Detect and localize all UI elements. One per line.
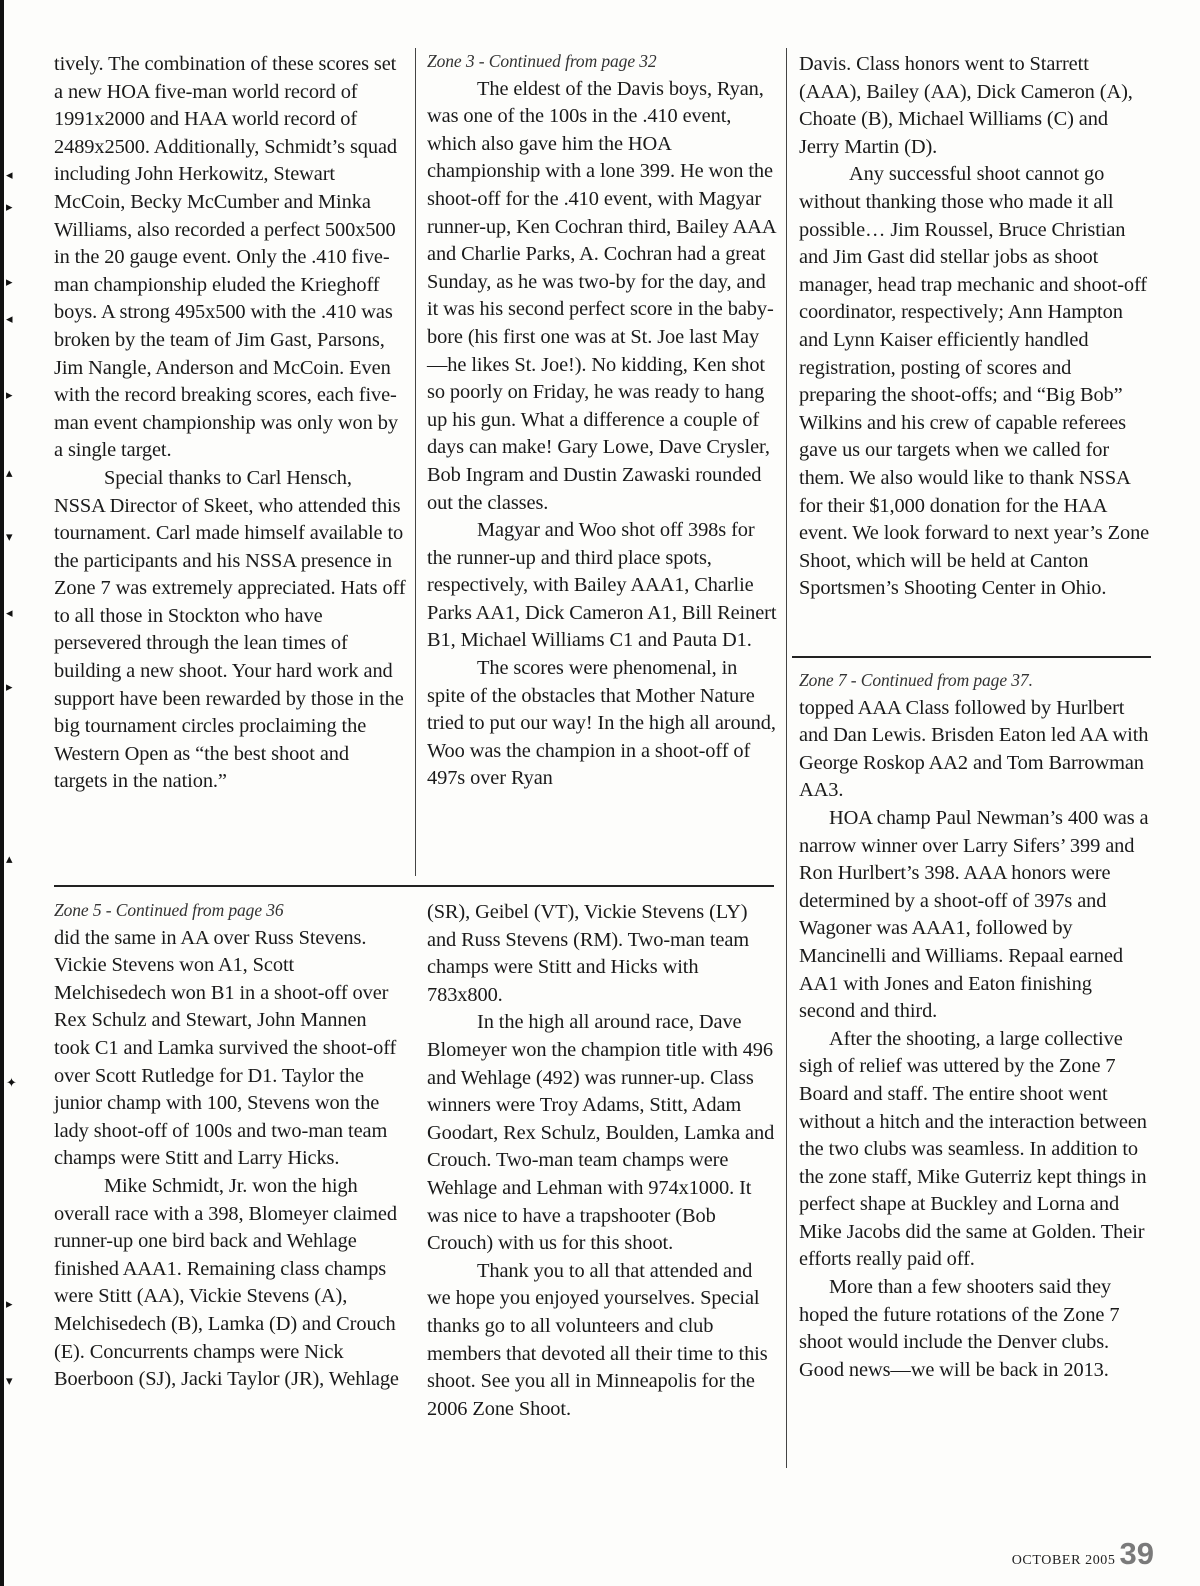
- paragraph: Mike Schmidt, Jr. won the high overall race with a 398, Blomeyer claimed runner-up one bird back and Wehlage finished AAA1. Remaining class champs were Stitt (AA), Vickie Stevens (A), Melchisedech (B), Lamka (D) and Crouch (E). Concurrents champs were Nick Boerboon (SJ), Jacki Taylor (JR), Wehlage: [54, 1174, 399, 1391]
- paragraph: tively. The combination of these scores set a new HOA five-man world record of 1991x2000 and HAA world record of 2489x2500. Additionally, Schmidt’s squad including John Herkowitz, Stewart McCoin, Becky McCumber and Minka Williams, also recorded a perfect 500x500 in the 20 gauge event. Only the .410 five-man championship eluded the Krieghoff boys. A strong 495x500 with the .410 was broken by the team of Jim Gast, Parsons, Jim Nangle, Anderson and McCoin. Even with the record breaking scores, each five-man event championship was only won by a single target.: [54, 53, 398, 462]
- page-number: 39: [1119, 1536, 1154, 1571]
- column-divider: [415, 48, 416, 876]
- paragraph: The eldest of the Davis boys, Ryan, was one of the 100s in the .410 event, which also gave him the HOA championship with a lone 399. He won the shoot-off for the .410 event, with Magyar runner-up, Ken Cochran third, Bailey AAA and Charlie Parks, A. Cochran had a great Sunday, as he was two-by for the day, and it was his second perfect score in the baby-bore (his first one was at St. Joe last May —he likes St. Joe!). No kidding, Ken shot so poorly on Friday, he was ready to hang up his gun. What a difference a couple of days can make! Gary Lowe, Dave Crysler, Bob Ingram and Dustin Zawaski rounded out the classes.: [427, 77, 776, 514]
- paragraph: (SR), Geibel (VT), Vickie Stevens (LY) and Russ Stevens (RM). Two-man team champs were Stitt and Hicks with 783x800.: [427, 901, 750, 1006]
- margin-mark: ▴: [6, 465, 13, 480]
- paragraph: The scores were phenomenal, in spite of the obstacles that Mother Nature tried to put our way! In the high all around, Woo was the champion in a shoot-off of 497s over Ryan: [427, 657, 776, 790]
- continuation-heading: Zone 5 - Continued from page 36: [54, 900, 284, 920]
- page-footer: [1012, 1536, 1154, 1572]
- paragraph: After the shooting, a large collective sigh of relief was uttered by the Zone 7 Board and staff. The entire shoot went without a hitch and the interaction between the two clubs was seamless. In addition to the zone staff, Mike Guterriz kept things in perfect shape at Buckley and Lorna and Mike Jacobs did the same at Golden. Their efforts really paid off.: [799, 1027, 1147, 1271]
- margin-mark: ▸: [6, 679, 13, 694]
- column-1-top: [54, 51, 406, 796]
- margin-mark: ▸: [6, 274, 13, 289]
- margin-mark: ▸: [6, 199, 13, 214]
- zone-5-column-2: [427, 899, 777, 1423]
- margin-mark: ▸: [6, 1296, 13, 1311]
- margin-mark: ✦: [6, 1075, 17, 1090]
- section-rule: [54, 885, 774, 887]
- continuation-heading: Zone 7 - Continued from page 37.: [799, 670, 1033, 690]
- paragraph: Davis. Class honors went to Starrett (AAA), Bailey (AA), Dick Cameron (A), Choate (B), Michael Williams (C) and Jerry Martin (D).: [799, 53, 1133, 158]
- margin-mark: ▸: [6, 387, 13, 402]
- margin-mark: ◂: [6, 605, 13, 620]
- column-divider: [786, 48, 787, 1468]
- margin-marks: [6, 0, 42, 1586]
- paragraph: Any successful shoot cannot go without thanking those who made it all possible… Jim Roussel, Bruce Christian and Jim Gast did stellar jobs as shoot manager, head trap mechanic and shoot-off coordinator, respectively; Ann Hampton and Lynn Kaiser efficiently handled registration, posting of scores and preparing the shoot-offs; and “Big Bob” Wilkins and his crew of capable referees gave us our targets when we called for them. We also would like to thank NSSA for their $1,000 donation for the HAA event. We look forward to next year’s Zone Shoot, which will be held at Canton Sportsmen’s Shooting Center in Ohio.: [799, 163, 1150, 600]
- section-rule: [792, 656, 1151, 658]
- zone-5-column-1: [54, 897, 406, 1394]
- paragraph: Magyar and Woo shot off 398s for the runner-up and third place spots, respectively, with Bailey AAA1, Charlie Parks AA1, Dick Cameron A1, Bill Reinert B1, Michael Williams C1 and Pauta D1.: [427, 519, 777, 652]
- margin-mark: ◂: [6, 311, 13, 326]
- issue-date: OCTOBER 2005: [1011, 1553, 1116, 1568]
- continuation-heading: Zone 3 - Continued from page 32: [427, 51, 657, 71]
- zone-7-continuation: [799, 667, 1151, 1384]
- page-binding-edge: [0, 0, 4, 1586]
- paragraph: Thank you to all that attended and we hope you enjoyed yourselves. Special thanks go to all volunteers and club members that devoted all their time to this shoot. See you all in Minneapolis for the 2006 Zone Shoot.: [427, 1259, 768, 1420]
- column-2-top: [427, 48, 777, 793]
- paragraph: HOA champ Paul Newman’s 400 was a narrow winner over Larry Sifers’ 399 and Ron Hurlbert’s 398. AAA honors were determined by a shoot-off of 397s and Wagoner was AAA1, followed by Mancinelli and Williams. Repaal earned AA1 with Jones and Eaton finishing second and third.: [799, 806, 1149, 1023]
- paragraph: In the high all around race, Dave Blomeyer won the champion title with 496 and Wehlage (492) was runner-up. Class winners were Troy Adams, Stitt, Adam Goodart, Rex Schulz, Boulden, Lamka and Crouch. Two-man team champs were Wehlage and Lehman with 974x1000. It was nice to have a trapshooter (Bob Crouch) with us for this shoot.: [427, 1011, 775, 1255]
- margin-mark: ◂: [6, 167, 13, 182]
- margin-mark: ▾: [6, 1373, 13, 1388]
- margin-mark: ▴: [6, 851, 13, 866]
- paragraph: Special thanks to Carl Hensch, NSSA Director of Skeet, who attended this tournament. Carl made himself available to the participants and his NSSA presence in Zone 7 was extremely appreciated. Hats off to all those in Stockton who have persevered through the lean times of building a new shoot. Your hard work and support have been rewarded by those in the big tournament circles proclaiming the Western Open as “the best shoot and targets in the nation.”: [54, 466, 406, 793]
- margin-mark: ▾: [6, 529, 13, 544]
- column-3-top: [799, 51, 1151, 603]
- paragraph: More than a few shooters said they hoped the future rotations of the Zone 7 shoot would include the Denver clubs. Good news—we will be back in 2013.: [799, 1276, 1120, 1381]
- paragraph: topped AAA Class followed by Hurlbert and Dan Lewis. Brisden Eaton led AA with George Roskop AA2 and Tom Barrowman AA3.: [799, 696, 1149, 802]
- paragraph: did the same in AA over Russ Stevens. Vickie Stevens won A1, Scott Melchisedech won B1 in a shoot-off over Rex Schulz and Stewart, John Mannen took C1 and Lamka survived the shoot-off over Scott Rutledge for D1. Taylor the junior champ with 100, Stevens won the lady shoot-off of 100s and two-man team champs were Stitt and Larry Hicks.: [54, 926, 397, 1170]
